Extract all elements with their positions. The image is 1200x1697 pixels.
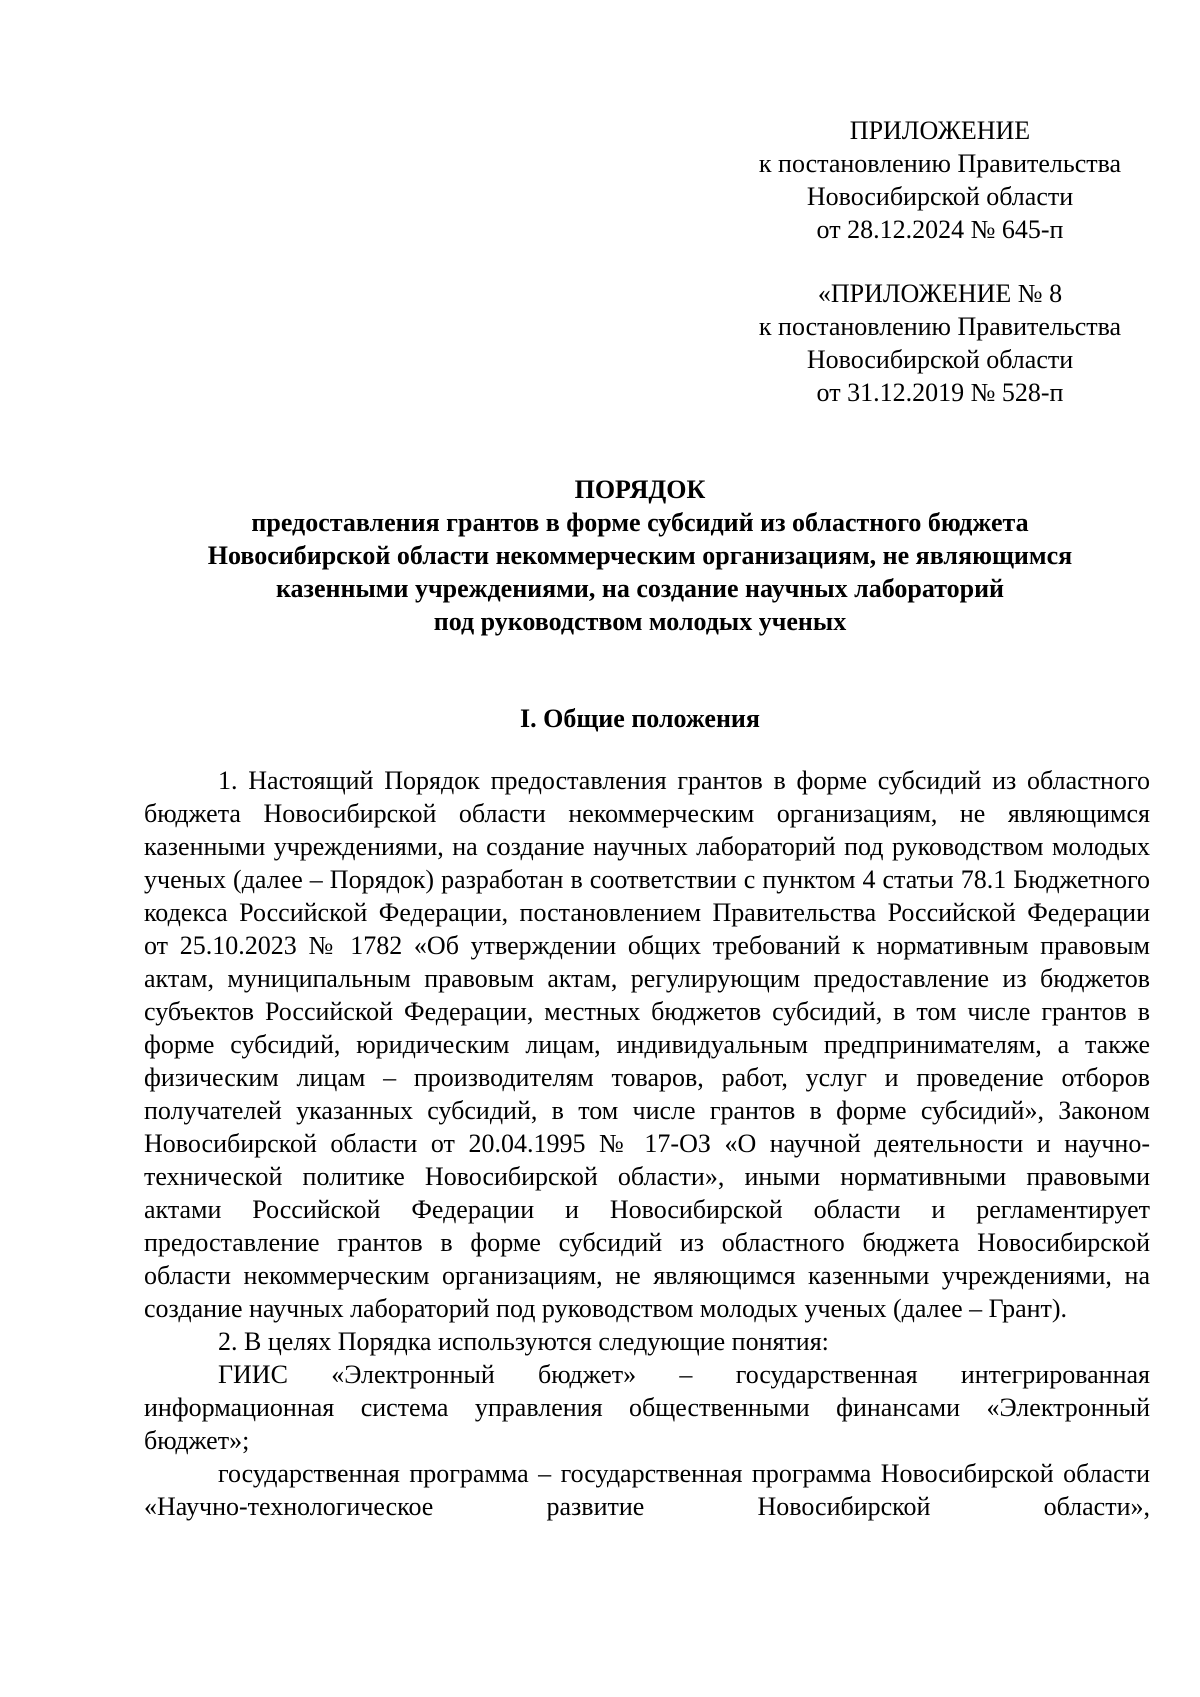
appendix-header-current — [740, 114, 1140, 246]
document-title-line: предоставления грантов в форме субсидий из областного бюджета — [251, 508, 1029, 537]
document-title — [140, 473, 1140, 638]
appendix-header-line: ПРИЛОЖЕНИЕ — [849, 116, 1031, 145]
appendix-header-line: «ПРИЛОЖЕНИЕ № 8 — [817, 279, 1063, 308]
appendix-header-original — [740, 277, 1140, 409]
document-title-line: ПОРЯДОК — [574, 475, 706, 504]
document-body — [144, 764, 1150, 1523]
appendix-header-line: от 28.12.2024 № 645-п — [816, 215, 1064, 244]
document-title-line: под руководством молодых ученых — [433, 607, 847, 636]
appendix-header-line: от 31.12.2019 № 528-п — [816, 378, 1064, 407]
paragraph-definition-state-program: государственная программа – государственная программа Новосибирской области «Научно-технологическое развитие Новосибирской области», — [144, 1459, 1150, 1521]
document-title-line: Новосибирской области некоммерческим организациям, не являющимся — [207, 541, 1073, 570]
appendix-header-line: Новосибирской области — [806, 345, 1074, 374]
appendix-header-line: к постановлению Правительства — [758, 312, 1122, 341]
appendix-header-line: Новосибирской области — [806, 182, 1074, 211]
appendix-header-line: к постановлению Правительства — [758, 149, 1122, 178]
paragraph-clause-1: 1. Настоящий Порядок предоставления грантов в форме субсидий из областного бюджета Новосибирской области некоммерческим организациям, не являющимся казенными учреждениями, на создание научных лабораторий под руководством молодых ученых (далее – Порядок) разработан в соответствии с пунктом 4 статьи 78.1 Бюджетного кодекса Российской Федерации, постановлением Правительства Российской Федерации от 25.10.2023 № 1782 «Об утверждении общих требований к нормативным правовым актам, муниципальным правовым актам, регулирующим предоставление из бюджетов субъектов Российской Федерации, местных бюджетов субсидий, в том числе грантов в форме субсидий, юридическим лицам, индивидуальным предпринимателям, а также физическим лицам – производителям товаров, работ, услуг и проведение отборов получателей указанных субсидий, в том числе грантов в форме субсидий», Законом Новосибирской области от 20.04.1995 № 17-ОЗ «О научной деятельности и научно-технической политике Новосибирской области», иными нормативными правовыми актами Российской Федерации и Новосибирской области и регламентирует предоставление грантов в форме субсидий из областного бюджета Новосибирской области некоммерческим организациям, не являющимся казенными учреждениями, на создание научных лабораторий под руководством молодых ученых (далее – Грант). — [144, 766, 1150, 1323]
section-heading: I. Общие положения — [520, 704, 760, 733]
paragraph-definition-giis: ГИИС «Электронный бюджет» – государственная интегрированная информационная система управления общественными финансами «Электронный бюджет»; — [144, 1360, 1150, 1455]
paragraph-clause-2: 2. В целях Порядка используются следующие понятия: — [218, 1327, 829, 1356]
document-title-line: казенными учреждениями, на создание научных лабораторий — [275, 574, 1005, 603]
